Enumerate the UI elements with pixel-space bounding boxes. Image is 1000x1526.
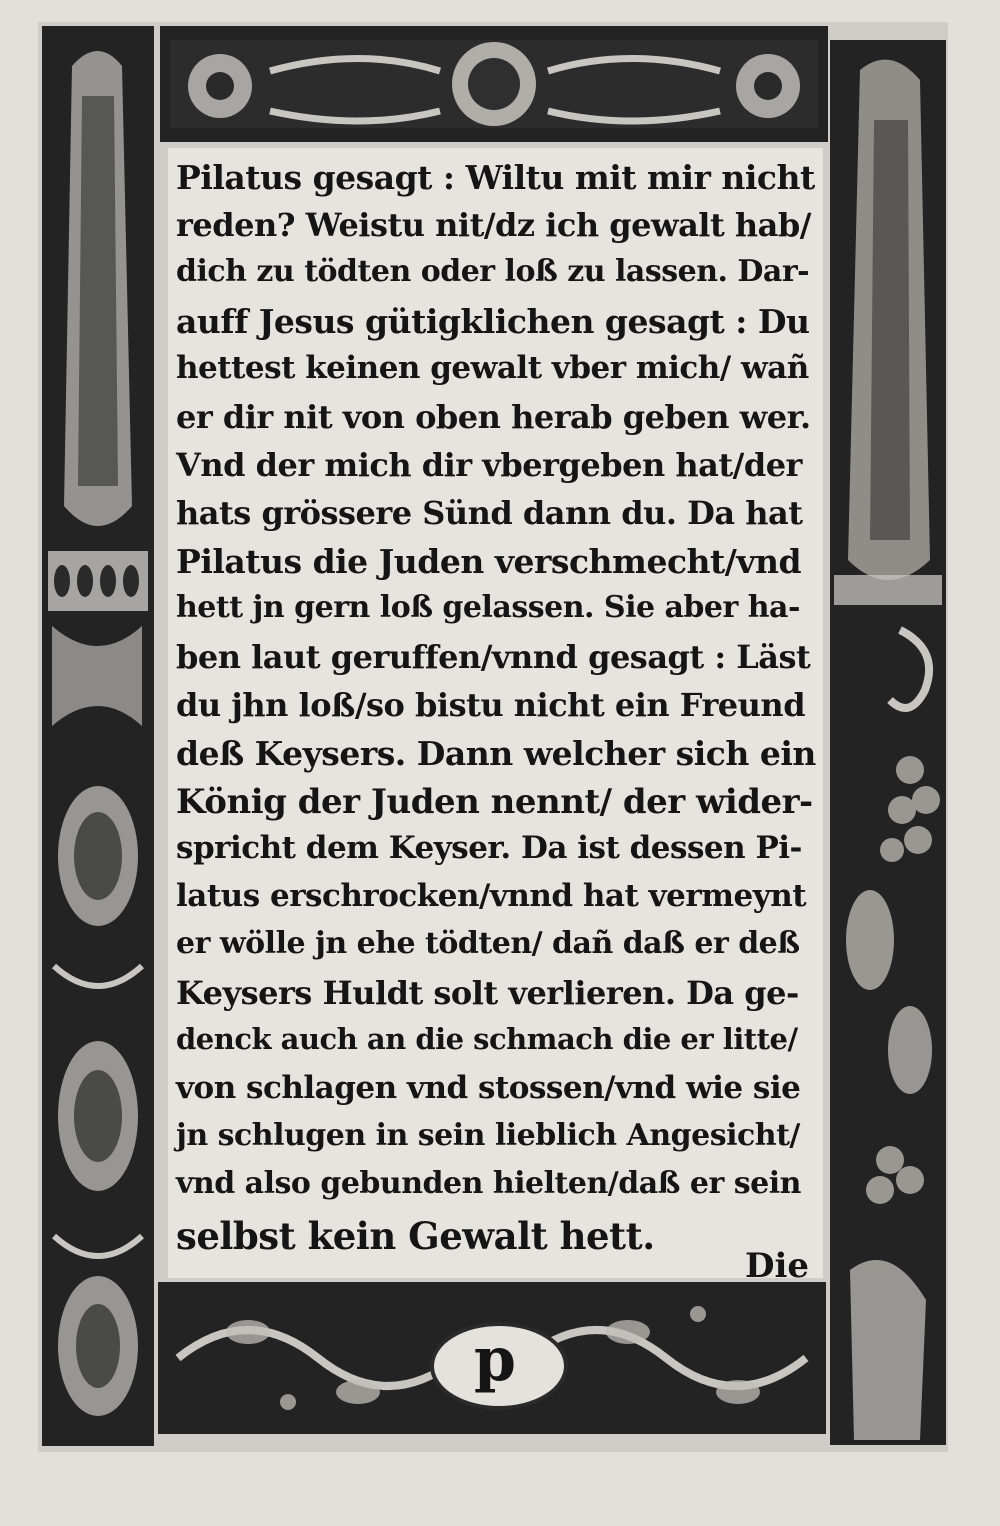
text-line: Pilatus gesagt : Wiltu mit mir nicht <box>176 158 815 197</box>
text-line: hettest keinen gewalt vber mich/ wañ <box>176 350 809 386</box>
text-line: latus erschrocken/vnnd hat vermeynt <box>176 878 807 914</box>
top-ornamental-border <box>160 26 828 142</box>
text-line: Vnd der mich dir vbergeben hat/der <box>176 446 802 484</box>
text-line: Keysers Huldt solt verlieren. Da ge- <box>176 974 799 1012</box>
text-line: auff Jesus gütigklichen gesagt : Du <box>176 302 810 341</box>
left-ornamental-border <box>42 26 154 1446</box>
text-line: spricht dem Keyser. Da ist dessen Pi- <box>176 830 802 866</box>
text-line: selbst kein Gewalt hett. <box>176 1214 655 1258</box>
text-line: er wölle jn ehe tödten/ dañ daß er deß <box>176 926 800 961</box>
text-line: er dir nit von oben herab geben wer. <box>176 398 811 436</box>
catchword: Die <box>745 1246 810 1286</box>
text-line: von schlagen vnd stossen/vnd wie sie <box>176 1070 801 1106</box>
text-line: ben laut geruffen/vnnd gesagt : Läst <box>176 638 811 676</box>
text-line: vnd also gebunden hielten/daß er sein <box>176 1166 801 1201</box>
right-ornamental-border <box>830 40 946 1445</box>
text-line: deß Keysers. Dann welcher sich ein <box>176 734 816 773</box>
text-line: König der Juden nennt/ der wider- <box>176 782 813 822</box>
text-line: hats grössere Sünd dann du. Da hat <box>176 494 803 532</box>
text-line: hett jn gern loß gelassen. Sie aber ha- <box>176 590 800 625</box>
text-line: jn schlugen in sein lieblich Angesicht/ <box>176 1118 800 1153</box>
text-line: Pilatus die Juden verschmecht/vnd <box>176 542 802 581</box>
text-line: reden? Weistu nit/dz ich gewalt hab/ <box>176 206 811 244</box>
text-line: du jhn loß/so bistu nicht ein Freund <box>176 686 806 724</box>
text-line: dich zu tödten oder loß zu lassen. Dar- <box>176 254 810 289</box>
signature-mark: p <box>474 1325 516 1395</box>
text-block <box>168 148 823 1278</box>
text-line: denck auch an die schmach die er litte/ <box>176 1022 798 1056</box>
